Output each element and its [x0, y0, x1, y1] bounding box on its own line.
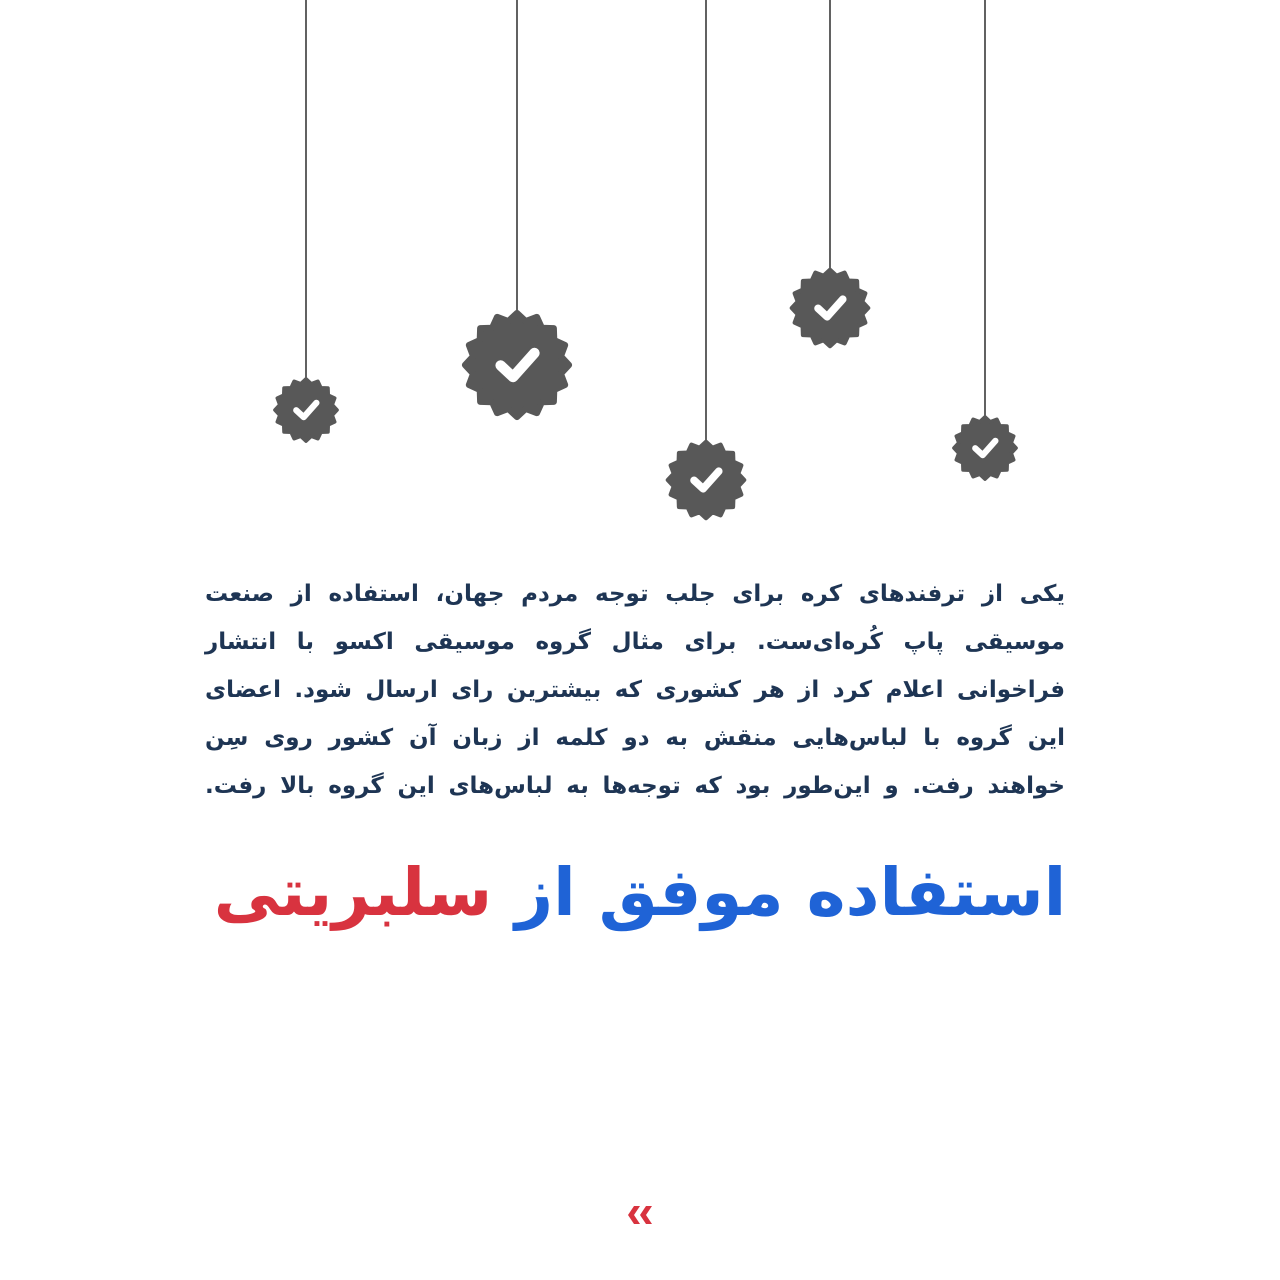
- body-paragraph: [205, 570, 1065, 810]
- body-line: موسیقی پاپ کُره‌ای‌ست. برای مثال گروه موسیقی اکسو با انتشار: [205, 629, 1065, 655]
- verified-check-badge-icon: [275, 0, 337, 441]
- verified-check-badge-icon: [465, 0, 569, 417]
- body-line: این گروه با لباس‌هایی منقش به دو کلمه از زبان آن کشور روی سِن: [205, 725, 1065, 751]
- headline-blue-part: استفاده موفق از: [515, 854, 1067, 931]
- headline: [210, 838, 1070, 948]
- body-line: خواهند رفت. و این‌طور بود که توجه‌ها به لباس‌های این گروه بالا رفت.: [205, 773, 1065, 799]
- verified-check-badge-icon: [668, 0, 744, 518]
- headline-red-part: سلبریتی: [213, 854, 493, 931]
- verified-check-badge-icon: [954, 0, 1016, 479]
- double-chevron-logo-icon: [620, 1200, 660, 1230]
- hanging-badges-decoration: [0, 0, 1280, 560]
- body-line: فراخوانی اعلام کرد از هر کشوری که بیشترین رای ارسال شود. اعضای: [205, 677, 1065, 703]
- verified-check-badge-icon: [792, 0, 868, 346]
- body-line: یکی از ترفندهای کره برای جلب توجه مردم جهان، استفاده از صنعت: [205, 581, 1065, 607]
